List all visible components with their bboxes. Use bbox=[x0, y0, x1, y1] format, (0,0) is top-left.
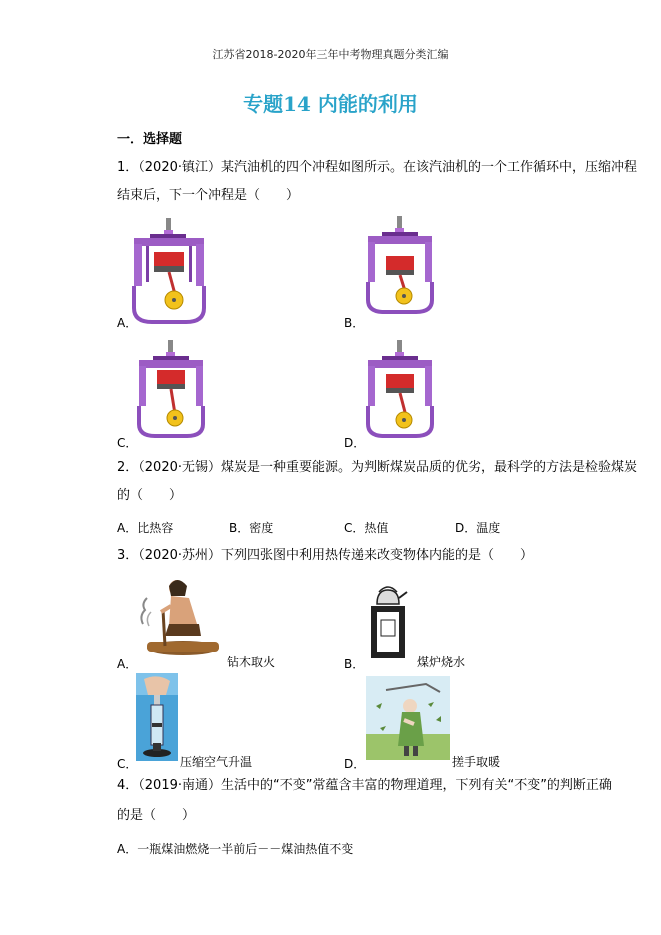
engine-diagram-a bbox=[128, 218, 210, 326]
drill-wood-fire-picture bbox=[135, 576, 223, 660]
question-2-line-1: 2．（2020·无锡）煤炭是一种重要能源。为判断煤炭品质的优劣，最科学的方法是检验煤炭 bbox=[117, 460, 637, 475]
section-heading: 一．选择题 bbox=[117, 132, 183, 147]
q2-option-c: C．热值 bbox=[344, 521, 389, 535]
q3-option-c-caption: 压缩空气升温 bbox=[180, 755, 253, 769]
compress-air-picture bbox=[136, 673, 178, 761]
q3-option-d-letter: D． bbox=[344, 757, 366, 771]
q3-option-b-letter: B． bbox=[344, 657, 365, 671]
question-4-line-1: 4．（2019·南通）生活中的“不变”常蕴含丰富的物理道理，下列有关“不变”的判断正确 bbox=[117, 778, 612, 793]
engine-diagram-b bbox=[366, 216, 434, 316]
question-3-line-1: 3．（2020·苏州）下列四张图中利用热传递来改变物体内能的是（ ） bbox=[117, 548, 533, 563]
q1-option-c: C． bbox=[117, 436, 138, 450]
q3-option-a-letter: A． bbox=[117, 657, 138, 671]
q3-option-d-caption: 搓手取暖 bbox=[452, 755, 501, 769]
engine-diagram-d bbox=[366, 340, 434, 440]
q3-option-a-caption: 钻木取火 bbox=[227, 655, 276, 669]
q2-option-d: D．温度 bbox=[455, 521, 501, 535]
rub-hands-picture bbox=[366, 676, 450, 760]
coal-stove-kettle-picture bbox=[367, 582, 409, 660]
q3-option-b-caption: 煤炉烧水 bbox=[417, 655, 466, 669]
q2-option-b: B．密度 bbox=[229, 521, 274, 535]
question-4-line-2: 的是（ ） bbox=[117, 808, 196, 823]
page-header: 江苏省2018-2020年三年中考物理真题分类汇编 bbox=[212, 48, 449, 61]
q2-option-a: A．比热容 bbox=[117, 521, 174, 535]
question-1-line-1: 1．（2020·镇江）某汽油机的四个冲程如图所示。在该汽油机的一个工作循环中，压缩冲程 bbox=[117, 160, 637, 175]
q3-option-c-letter: C． bbox=[117, 757, 138, 771]
page-title: 专题14 内能的利用 bbox=[243, 92, 418, 116]
q1-option-d: D． bbox=[344, 436, 366, 450]
q1-option-a: A． bbox=[117, 316, 138, 330]
question-1-line-2: 结束后，下一个冲程是（ ） bbox=[117, 188, 300, 203]
engine-diagram-c bbox=[137, 340, 205, 440]
q4-option-a: A．一瓶煤油燃烧一半前后－－煤油热值不变 bbox=[117, 842, 354, 856]
q1-option-b: B． bbox=[344, 316, 365, 330]
question-2-line-2: 的（ ） bbox=[117, 488, 183, 503]
